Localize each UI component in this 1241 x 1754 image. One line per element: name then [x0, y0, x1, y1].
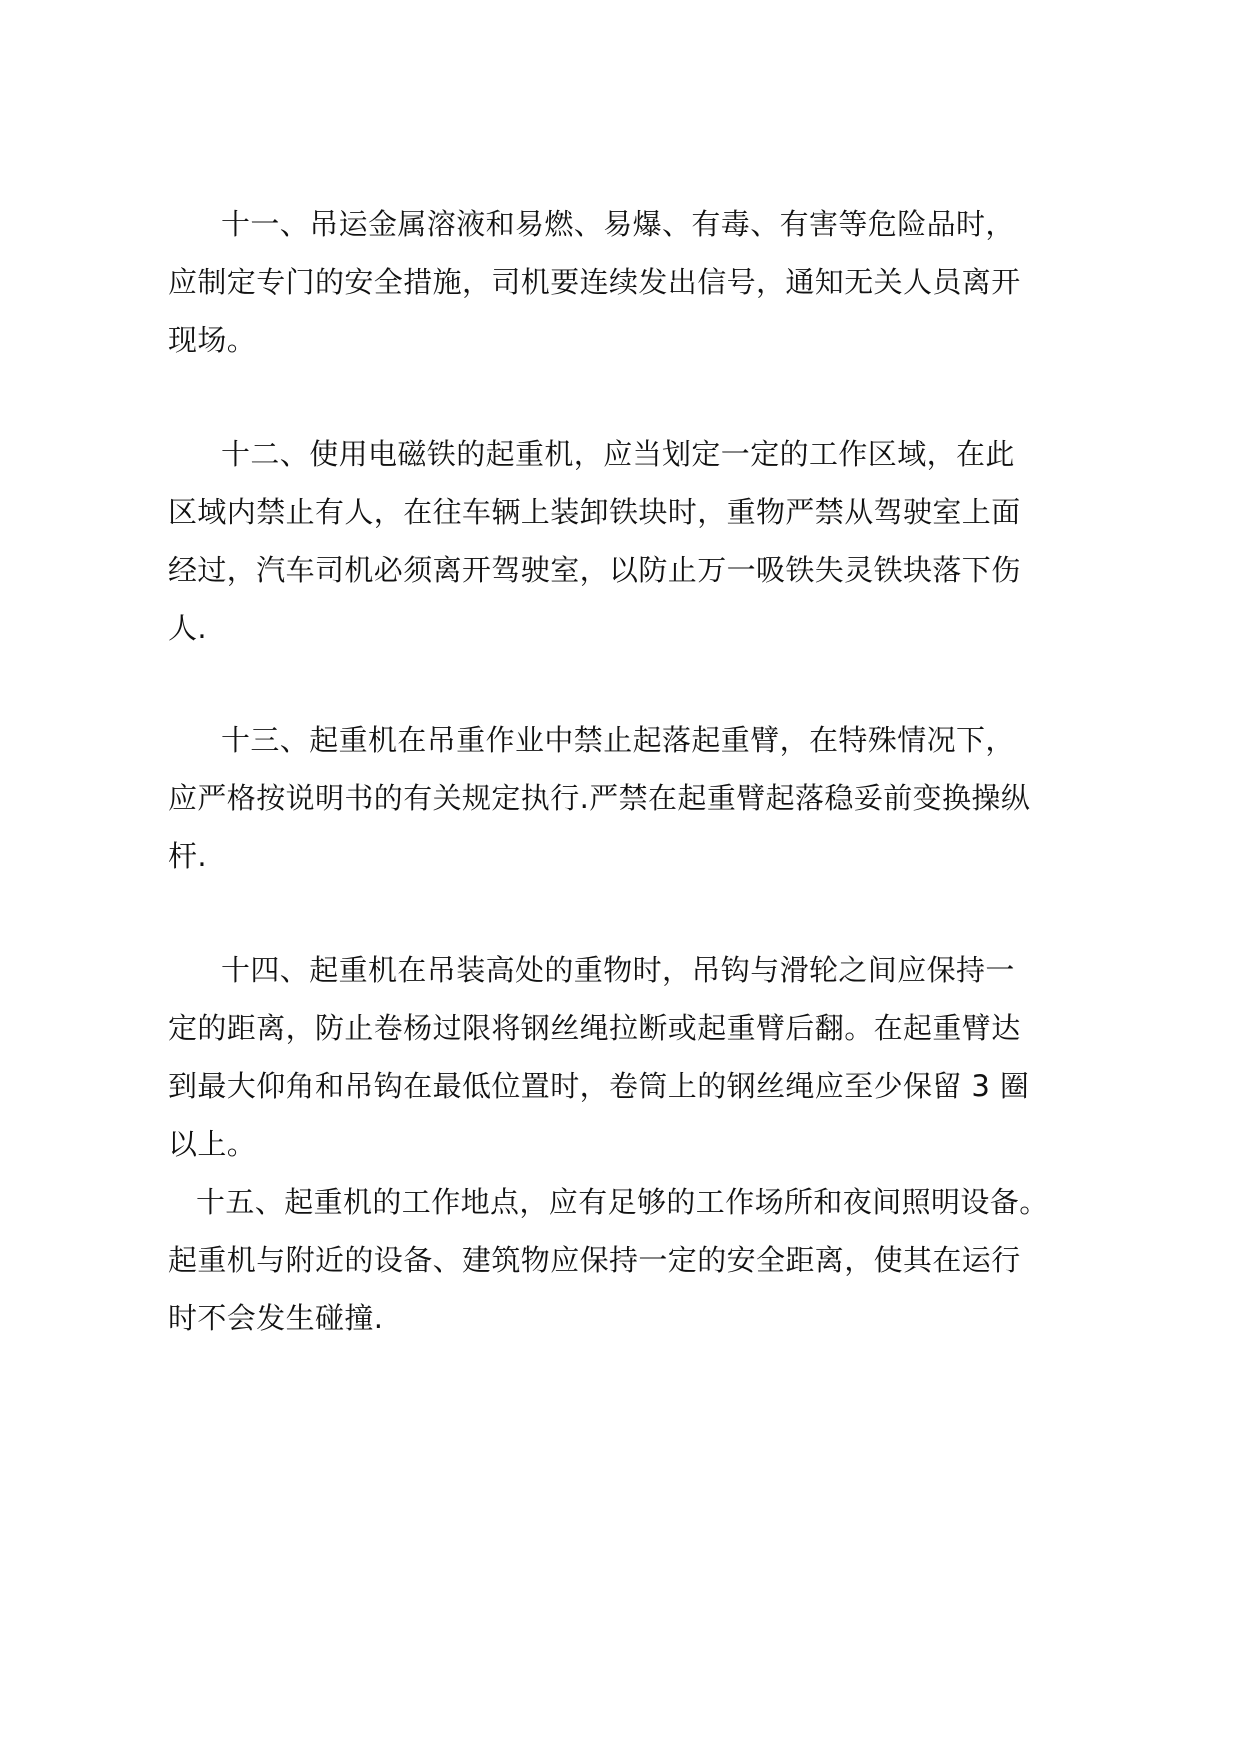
- paragraph-line: 经过，汽车司机必须离开驾驶室，以防止万一吸铁失灵铁块落下伤: [168, 553, 1021, 587]
- paragraph-line: 十三、起重机在吊重作业中禁止起落起重臂，在特殊情况下，: [221, 723, 1015, 757]
- paragraph-line: 人.: [168, 611, 208, 645]
- paragraph-line: 到最大仰角和吊钩在最低位置时，卷筒上的钢丝绳应至少保留 3 圈: [168, 1069, 1030, 1103]
- paragraph-line: 应制定专门的安全措施，司机要连续发出信号，通知无关人员离开: [168, 265, 1021, 299]
- paragraph-line: 应严格按说明书的有关规定执行.严禁在起重臂起落稳妥前变换操纵: [168, 781, 1031, 815]
- paragraph-line: 以上。: [168, 1127, 257, 1161]
- paragraph-line: 区域内禁止有人，在往车辆上装卸铁块时，重物严禁从驾驶室上面: [168, 495, 1021, 529]
- paragraph-line: 十四、起重机在吊装高处的重物时，吊钩与滑轮之间应保持一: [221, 953, 1015, 987]
- paragraph-line: 定的距离，防止卷杨过限将钢丝绳拉断或起重臂后翻。在起重臂达: [168, 1011, 1021, 1045]
- paragraph-line: 时不会发生碰撞.: [168, 1301, 384, 1335]
- paragraph-line: 十一、吊运金属溶液和易燃、易爆、有毒、有害等危险品时，: [221, 207, 1015, 241]
- paragraph-line: 杆.: [168, 839, 208, 873]
- paragraph-line: 十五、起重机的工作地点，应有足够的工作场所和夜间照明设备。: [196, 1185, 1049, 1219]
- paragraph-line: 十二、使用电磁铁的起重机，应当划定一定的工作区域，在此: [221, 437, 1015, 471]
- paragraph-line: 现场。: [168, 323, 257, 357]
- paragraph-line: 起重机与附近的设备、建筑物应保持一定的安全距离，使其在运行: [168, 1243, 1021, 1277]
